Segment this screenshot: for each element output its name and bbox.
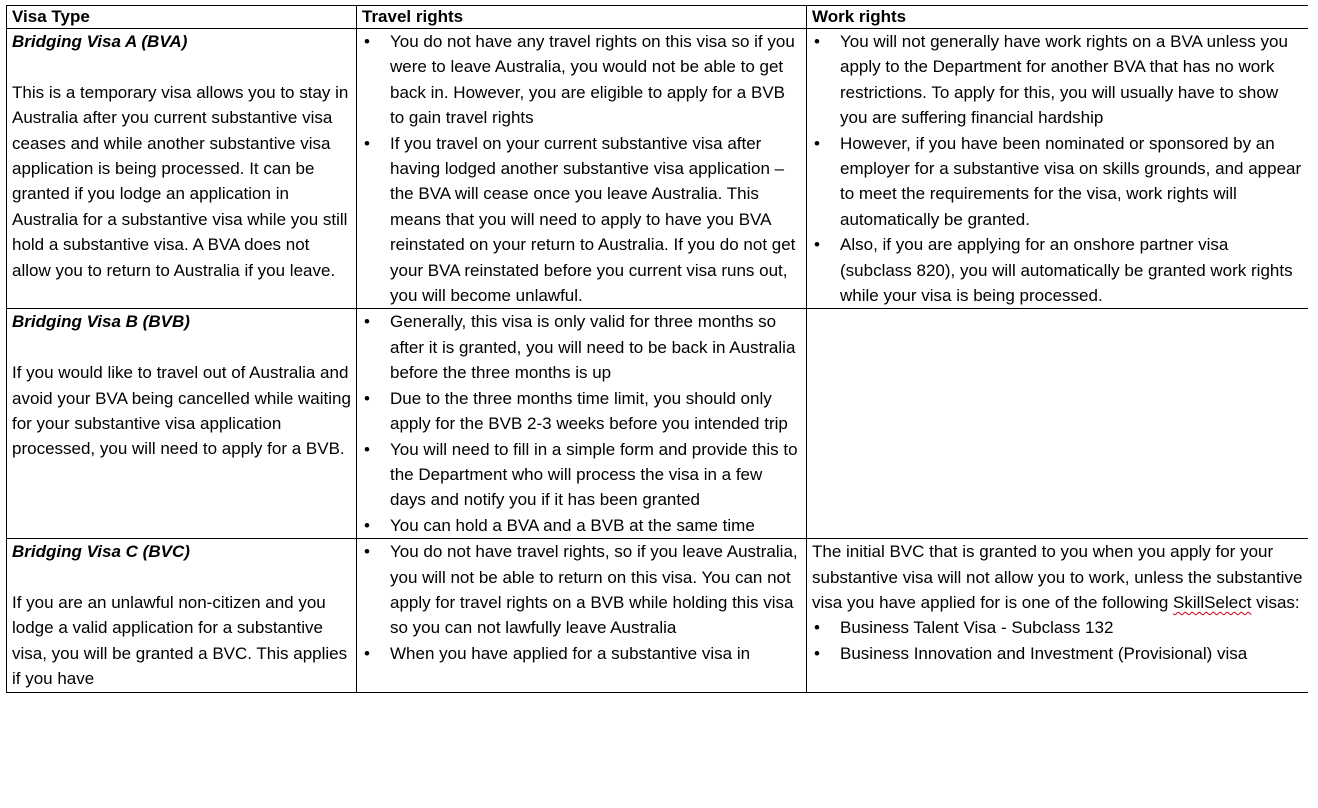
bullet-icon: •: [364, 133, 370, 153]
bullet-icon: •: [364, 32, 370, 51]
list-item-text: Due to the three months time limit, you should only apply for the BVB 2-3 weeks before you intended trip: [390, 388, 788, 434]
work-rights-cell: [807, 539, 1309, 692]
travel-rights-cell: [357, 309, 807, 539]
visa-name: Bridging Visa C (BVC): [12, 542, 190, 562]
visa-description: If you would like to travel out of Australia and avoid your BVA being cancelled while waiting for your substantive visa application processed, you will need to apply for a BVB.: [12, 363, 351, 459]
work-rights-cell: [807, 29, 1309, 309]
travel-rights-list: [362, 539, 801, 666]
bullet-icon: •: [364, 542, 370, 562]
list-item-text: Also, if you are applying for an onshore partner visa (subclass 820), you will automatically be granted work rights while your visa is being processed.: [840, 235, 1293, 306]
travel-rights-cell: [357, 539, 807, 692]
list-item: [812, 615, 1303, 640]
list-item-text: When you have applied for a substantive visa in: [390, 643, 751, 663]
work-rights-intro: [812, 539, 1303, 615]
list-item: [812, 232, 1303, 308]
list-item-text: Business Innovation and Investment (Provisional) visa: [840, 643, 1248, 663]
list-item: [812, 641, 1303, 666]
work-intro-text: The initial BVC that is granted to you when you apply for your substantive visa will not allow you to work, unless the substantive visa you have applied for is one of the following: [812, 542, 1303, 612]
table-row-bva: [7, 29, 1309, 309]
list-item-text: Generally, this visa is only valid for three months so after it is granted, you will need to be back in Australia before the three months is up: [390, 312, 796, 383]
header-travel-rights: Travel rights: [357, 6, 807, 29]
list-item-text: You do not have any travel rights on this visa so if you were to leave Australia, you would not be able to get back in. However, you are eligible to apply for a BVB to gain travel rights: [390, 32, 795, 128]
visa-table: [6, 5, 1308, 693]
work-rights-list: [812, 29, 1303, 308]
table-row-bvb: [7, 309, 1309, 539]
bullet-icon: •: [364, 312, 370, 332]
list-item-text: You will need to fill in a simple form and provide this to the Department who will process the visa in a few days and notify you if it has been granted: [390, 439, 798, 510]
header-visa-type: Visa Type: [7, 6, 357, 29]
bullet-icon: •: [814, 32, 820, 51]
bullet-icon: •: [364, 515, 370, 535]
travel-rights-list: [362, 309, 801, 538]
work-rights-cell-empty: [807, 309, 1309, 539]
list-item-text: Business Talent Visa - Subclass 132: [840, 618, 1114, 638]
work-rights-list: [812, 615, 1303, 666]
bullet-icon: •: [364, 439, 370, 459]
travel-rights-list: [362, 29, 801, 308]
table-header-row: [7, 6, 1309, 29]
bullet-icon: •: [364, 643, 370, 663]
list-item: [362, 29, 801, 131]
visa-name: Bridging Visa A (BVA): [12, 32, 188, 51]
visa-type-cell: [7, 539, 357, 692]
list-item: [362, 513, 801, 538]
list-item-text: You will not generally have work rights on a BVA unless you apply to the Department for another BVA that has no work restrictions. To apply for this, you will usually have to show you are suffering financial hardship: [840, 32, 1288, 128]
header-work-rights: Work rights: [807, 6, 1309, 29]
list-item: [362, 309, 801, 385]
bullet-icon: •: [814, 235, 820, 255]
list-item: [812, 131, 1303, 233]
bullet-icon: •: [814, 618, 820, 638]
list-item: [362, 539, 801, 641]
list-item: [362, 386, 801, 437]
list-item-text: If you travel on your current substantive visa after having lodged another substantive visa application – the BVA will cease once you leave Australia. This means that you will need to apply to have you BVA reinstated on your return to Australia. If you do not get your BVA reinstated before you current visa runs out, you will become unlawful.: [390, 133, 796, 306]
visa-description: If you are an unlawful non-citizen and you lodge a valid application for a substantive visa, you will be granted a BVC. This applies if you have: [12, 592, 348, 689]
spellcheck-flagged-word: SkillSelect: [1173, 592, 1252, 612]
list-item: [362, 131, 801, 309]
visa-type-cell: [7, 309, 357, 539]
bullet-icon: •: [364, 388, 370, 408]
bullet-icon: •: [814, 643, 820, 663]
list-item: [362, 641, 801, 666]
visa-type-cell: [7, 29, 357, 309]
travel-rights-cell: [357, 29, 807, 309]
visa-name: Bridging Visa B (BVB): [12, 312, 190, 332]
list-item: [362, 437, 801, 513]
visa-description: This is a temporary visa allows you to stay in Australia after you current substantive visa ceases and while another substantive visa application is being processed. It can be granted if you lodge an application in Australia for a substantive visa while you still hold a substantive visa. A BVA does not allow you to return to Australia if you leave.: [12, 82, 349, 280]
list-item-text: You can hold a BVA and a BVB at the same time: [390, 515, 755, 535]
list-item-text: However, if you have been nominated or sponsored by an employer for a substantive visa on skills grounds, and appear to meet the requirements for the visa, work rights will automatically be granted.: [840, 133, 1302, 229]
bullet-icon: •: [814, 133, 820, 153]
visa-comparison-document: [6, 5, 1308, 808]
list-item: [812, 29, 1303, 131]
table-row-bvc: [7, 539, 1309, 692]
list-item-text: You do not have travel rights, so if you leave Australia, you will not be able to return on this visa. You can not apply for travel rights on a BVB while holding this visa so you can not lawfully leave Australia: [390, 542, 798, 638]
work-intro-text-end: visas:: [1251, 592, 1300, 612]
